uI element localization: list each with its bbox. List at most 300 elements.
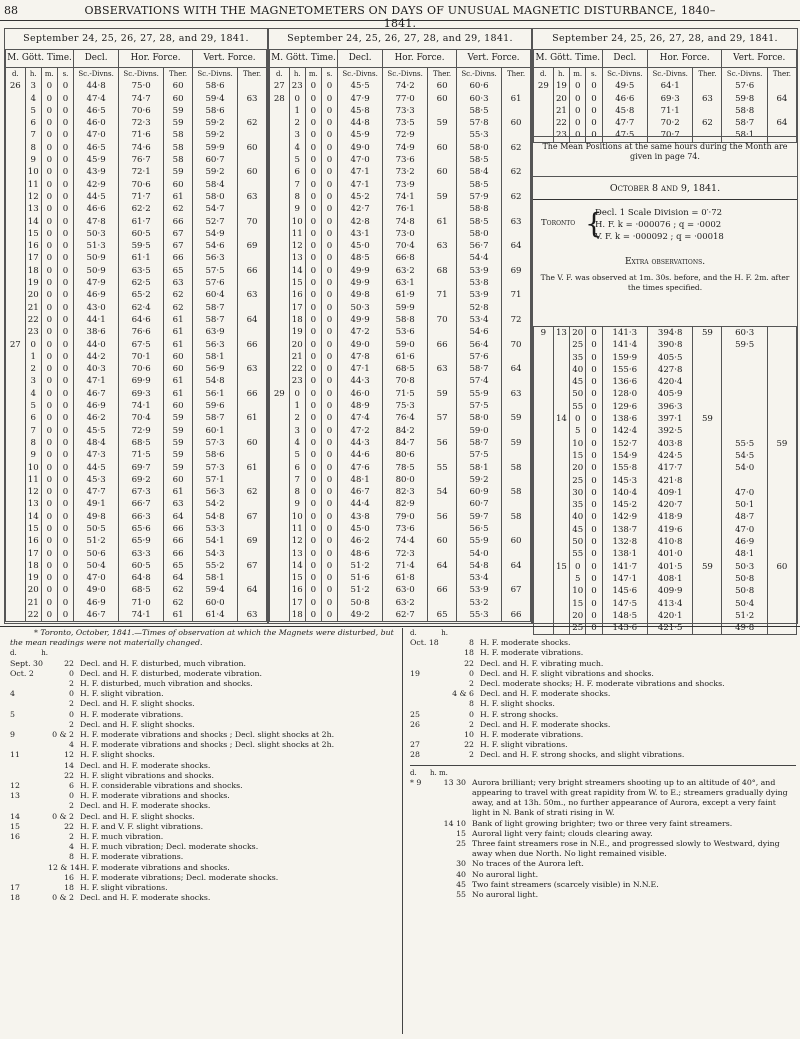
mean-note: The Mean Positions at the same hours during the Month are given in page 74. — [542, 142, 788, 161]
cell-hor-force: 73·5 — [383, 117, 428, 129]
cell-minute: 0 — [305, 486, 321, 498]
tables-area — [4, 28, 796, 634]
cell-vert-force: 50·4 — [722, 598, 767, 610]
cell-minute: 0 — [305, 437, 321, 449]
cell-vert-force: 56·1 — [193, 388, 238, 400]
table-row — [6, 511, 267, 523]
cell-vert-force: 59·2 — [193, 166, 238, 178]
cell-day — [6, 203, 26, 215]
footnote-day — [10, 873, 48, 883]
cell-hour — [553, 339, 569, 351]
cell-hor-ther: 62 — [693, 117, 722, 129]
subheader-row — [6, 68, 267, 81]
table-row — [270, 289, 531, 301]
cell-vert-force: 57·5 — [457, 400, 502, 412]
footnote-day — [10, 740, 48, 750]
cell-hor-force: 67·5 — [119, 339, 164, 351]
cell-hor-ther — [428, 597, 457, 609]
cell-hor-ther: 64 — [164, 511, 193, 523]
cell-minute: 0 — [41, 548, 57, 560]
cell-hour: 4 — [25, 93, 41, 105]
cell-vert-ther — [767, 388, 796, 400]
cell-second: 0 — [321, 425, 337, 437]
table-row — [6, 105, 267, 117]
cell-vert-force — [722, 475, 767, 487]
cell-hor-force: 71·5 — [383, 388, 428, 400]
cell-second: 0 — [586, 610, 602, 622]
cell-second: 0 — [57, 117, 73, 129]
footnote-text: Decl. and H. F. disturbed, moderate vibration. — [80, 668, 263, 678]
table-row — [6, 240, 267, 252]
table-row — [6, 265, 267, 277]
footnote-hour: 0 — [469, 709, 474, 719]
cell-vert-force: 60·3 — [722, 327, 767, 340]
cell-hor-force: 67·3 — [119, 486, 164, 498]
table-row — [6, 437, 267, 449]
cell-decl: 44·0 — [74, 339, 119, 351]
cell-second: 0 — [586, 622, 602, 635]
cell-hor-ther — [693, 425, 722, 437]
cell-day — [6, 105, 26, 117]
cell-day — [270, 129, 290, 141]
cell-vert-ther: 63 — [238, 93, 267, 105]
cell-vert-ther — [502, 129, 531, 141]
col-head-vert: Vert. Force. — [457, 50, 531, 68]
cell-second: 0 — [57, 351, 73, 363]
cell-vert-ther: 62 — [502, 142, 531, 154]
cell-hor-force: 63·0 — [383, 584, 428, 596]
cell-minute: 0 — [41, 240, 57, 252]
cell-minute: 0 — [570, 80, 586, 92]
cell-hor-ther: 59 — [164, 449, 193, 461]
cell-minute: 20 — [570, 610, 586, 622]
cell-vert-force: 58·6 — [193, 449, 238, 461]
cell-second: 0 — [586, 80, 602, 92]
cell-hour — [553, 376, 569, 388]
cell-hour: 7 — [289, 474, 305, 486]
cell-day — [534, 573, 554, 585]
cell-hor-force: 420·1 — [648, 610, 693, 622]
footnote-item — [410, 648, 796, 658]
cell-decl: 46·5 — [74, 105, 119, 117]
footnote-day — [10, 679, 48, 689]
cell-minute: 0 — [305, 375, 321, 387]
cell-vert-ther — [767, 499, 796, 511]
cell-hour: 16 — [289, 584, 305, 596]
cell-hor-force: 69·2 — [119, 474, 164, 486]
scale-line-decl: Decl. 1 Scale Division = 0′·72 — [595, 208, 723, 218]
footnote-hour: 18 — [464, 648, 474, 658]
cell-hor-force: 84·2 — [383, 425, 428, 437]
cell-day — [6, 437, 26, 449]
cell-day: 27 — [270, 80, 290, 92]
cell-hour: 11 — [289, 228, 305, 240]
cell-vert-ther — [238, 425, 267, 437]
cell-second: 0 — [586, 352, 602, 364]
footnote-item — [410, 870, 796, 880]
cell-hor-ther: 63 — [428, 363, 457, 375]
october-box — [533, 176, 797, 327]
col-head-hour-min: h. m. — [430, 768, 448, 777]
cell-day: 29 — [270, 388, 290, 400]
table-row — [270, 240, 531, 252]
cell-hor-ther: 64 — [428, 560, 457, 572]
cell-hor-ther — [428, 129, 457, 141]
cell-decl: 47·0 — [74, 572, 119, 584]
cell-vert-force: 55·3 — [457, 609, 502, 622]
cell-hor-force: 72·9 — [119, 425, 164, 437]
table-row — [270, 142, 531, 154]
subheader-cell: Sc.-Divns. — [119, 68, 164, 81]
footnote-item — [410, 859, 796, 869]
cell-vert-ther: 70 — [238, 216, 267, 228]
footnote-text: Decl. and H. F. moderate shocks. — [480, 719, 611, 729]
cell-second: 0 — [57, 548, 73, 560]
cell-hour: 16 — [25, 535, 41, 547]
cell-vert-ther: 60 — [238, 166, 267, 178]
cell-second: 0 — [57, 277, 73, 289]
cell-vert-ther — [767, 425, 796, 437]
cell-day — [534, 499, 554, 511]
cell-vert-force — [722, 401, 767, 413]
cell-day — [6, 449, 26, 461]
cell-minute: 0 — [41, 511, 57, 523]
cell-minute: 10 — [570, 585, 586, 597]
table-row — [6, 326, 267, 338]
cell-second: 0 — [57, 437, 73, 449]
cell-hor-force: 61·7 — [119, 216, 164, 228]
cell-vert-ther — [238, 548, 267, 560]
cell-second: 0 — [586, 401, 602, 413]
cell-hor-ther — [693, 339, 722, 351]
cell-decl: 46·7 — [338, 486, 383, 498]
cell-day — [270, 351, 290, 363]
cell-hor-force: 71·6 — [119, 129, 164, 141]
cell-second: 0 — [321, 498, 337, 510]
cell-hor-ther: 61 — [164, 388, 193, 400]
cell-minute: 0 — [305, 240, 321, 252]
cell-day — [534, 339, 554, 351]
table-row — [534, 80, 797, 92]
table-row — [534, 413, 797, 425]
cell-day — [270, 117, 290, 129]
cell-vert-ther — [502, 474, 531, 486]
cell-day — [270, 449, 290, 461]
cell-vert-ther: 59 — [767, 438, 796, 450]
cell-vert-force: 57·9 — [457, 191, 502, 203]
cell-vert-force: 59·4 — [193, 93, 238, 105]
cell-hor-ther — [693, 105, 722, 117]
cell-hor-ther: 66 — [164, 252, 193, 264]
cell-hor-force: 84·7 — [383, 437, 428, 449]
cell-vert-ther: 62 — [502, 191, 531, 203]
cell-vert-ther — [767, 105, 796, 117]
cell-hor-force: 63·3 — [119, 548, 164, 560]
cell-second: 0 — [57, 105, 73, 117]
cell-vert-force: 54·5 — [722, 450, 767, 462]
cell-vert-force: 58·7 — [193, 314, 238, 326]
cell-vert-force: 59·4 — [193, 584, 238, 596]
cell-hor-force: 403·8 — [648, 438, 693, 450]
table-2-grid — [269, 49, 531, 622]
cell-decl: 46·9 — [74, 597, 119, 609]
cell-decl: 42·8 — [338, 216, 383, 228]
cell-decl: 45·5 — [74, 425, 119, 437]
cell-hor-ther: 66 — [428, 339, 457, 351]
cell-day — [6, 302, 26, 314]
cell-hor-force: 68·5 — [383, 363, 428, 375]
footnote-item — [10, 852, 398, 862]
cell-minute: 0 — [41, 572, 57, 584]
footnote-text: Decl. and H. F. slight shocks. — [80, 719, 195, 729]
cell-hour: 10 — [289, 511, 305, 523]
cell-hor-force: 63·2 — [383, 265, 428, 277]
table-row — [270, 203, 531, 215]
cell-minute: 0 — [41, 105, 57, 117]
cell-day — [534, 352, 554, 364]
table-row — [6, 474, 267, 486]
footnote-item — [10, 730, 398, 740]
footnote-text: H. F. moderate vibrations; Decl. moderate shocks. — [80, 872, 279, 882]
cell-second: 0 — [57, 535, 73, 547]
cell-minute: 0 — [305, 154, 321, 166]
table-row — [534, 425, 797, 437]
col-head-hour: h. — [41, 649, 48, 658]
cell-hor-force: 72·1 — [119, 166, 164, 178]
table-row — [534, 339, 797, 351]
cell-hor-ther: 61 — [164, 375, 193, 387]
cell-vert-ther — [767, 585, 796, 597]
subheader-cell: m. — [41, 68, 57, 81]
table-row — [534, 487, 797, 499]
cell-vert-force: 57·8 — [457, 117, 502, 129]
table-row — [534, 573, 797, 585]
cell-vert-ther — [238, 597, 267, 609]
cell-vert-ther: 67 — [238, 560, 267, 572]
cell-hour: 5 — [289, 449, 305, 461]
footnote-item — [10, 679, 398, 689]
cell-vert-ther — [767, 511, 796, 523]
cell-minute: 0 — [41, 597, 57, 609]
cell-hour: 5 — [25, 400, 41, 412]
cell-decl: 138·6 — [602, 413, 647, 425]
cell-vert-ther — [238, 302, 267, 314]
cell-day — [6, 400, 26, 412]
cell-decl: 140·4 — [602, 487, 647, 499]
cell-day: 27 — [6, 339, 26, 351]
table-row — [6, 154, 267, 166]
cell-vert-ther — [238, 179, 267, 191]
footnote-hour: 22 — [464, 740, 474, 750]
cell-vert-force: 58·5 — [457, 154, 502, 166]
cell-vert-ther: 61 — [502, 93, 531, 105]
footnote-item — [410, 699, 796, 709]
cell-hor-ther: 63 — [693, 93, 722, 105]
cell-second: 0 — [321, 228, 337, 240]
cell-minute: 40 — [570, 511, 586, 523]
cell-hour: 19 — [25, 277, 41, 289]
subheader-cell: Sc.-Divns. — [457, 68, 502, 81]
cell-day — [270, 363, 290, 375]
table-row — [270, 523, 531, 535]
cell-day — [534, 598, 554, 610]
cell-vert-force: 60·0 — [193, 597, 238, 609]
cell-second: 0 — [321, 535, 337, 547]
cell-decl: 46·9 — [74, 400, 119, 412]
footnote-day: 17 — [10, 883, 20, 893]
cell-hor-ther: 61 — [164, 339, 193, 351]
footnote-item — [10, 791, 398, 801]
subheader-cell: Sc.-Divns. — [602, 68, 647, 81]
cell-second: 0 — [321, 129, 337, 141]
cell-day — [270, 486, 290, 498]
footnote-item — [10, 659, 398, 669]
cell-vert-ther — [767, 462, 796, 474]
cell-day — [6, 560, 26, 572]
table-row — [534, 585, 797, 597]
footnote-item — [10, 801, 398, 811]
cell-vert-ther: 61 — [238, 412, 267, 424]
footnote-day — [410, 890, 432, 900]
cell-hor-ther — [428, 425, 457, 437]
cell-vert-force: 58·4 — [193, 179, 238, 191]
footnote-day — [10, 852, 48, 862]
table-row — [534, 462, 797, 474]
cell-minute: 0 — [41, 498, 57, 510]
footnote-day — [10, 720, 48, 730]
cell-second: 0 — [321, 609, 337, 622]
cell-hor-force: 74·4 — [383, 535, 428, 547]
footnote-item — [10, 761, 398, 771]
cell-minute: 0 — [570, 413, 586, 425]
table-row — [270, 560, 531, 572]
cell-vert-ther — [767, 487, 796, 499]
table-row — [6, 400, 267, 412]
cell-minute: 0 — [41, 437, 57, 449]
cell-vert-force: 52·8 — [457, 302, 502, 314]
cell-vert-force: 58·6 — [193, 105, 238, 117]
footnote-hour: 2 — [69, 801, 74, 811]
footnote-day — [410, 648, 448, 658]
cell-minute: 0 — [41, 289, 57, 301]
cell-hor-ther: 60 — [164, 351, 193, 363]
cell-minute: 0 — [41, 523, 57, 535]
cell-day — [6, 265, 26, 277]
cell-hour: 1 — [289, 105, 305, 117]
cell-hor-ther — [428, 351, 457, 363]
cell-vert-ther — [767, 548, 796, 560]
cell-vert-ther — [238, 252, 267, 264]
cell-hor-ther — [428, 498, 457, 510]
cell-hor-ther — [428, 375, 457, 387]
footnote-hour: 10 — [464, 730, 474, 740]
cell-minute: 0 — [41, 535, 57, 547]
cell-hour: 18 — [289, 314, 305, 326]
table-row — [270, 179, 531, 191]
cell-minute: 0 — [305, 105, 321, 117]
cell-decl: 45·3 — [74, 474, 119, 486]
cell-hor-ther: 66 — [164, 535, 193, 547]
cell-day — [534, 524, 554, 536]
cell-hour: 14 — [553, 413, 569, 425]
cell-second: 0 — [57, 326, 73, 338]
cell-minute: 0 — [305, 80, 321, 92]
table-row — [6, 363, 267, 375]
cell-vert-force: 57·6 — [193, 277, 238, 289]
cell-decl: 44·3 — [338, 437, 383, 449]
col-head-vert: Vert. Force. — [193, 50, 267, 68]
cell-day: 9 — [534, 327, 554, 340]
footnote-hour: 2 — [69, 832, 74, 842]
cell-minute: 0 — [305, 252, 321, 264]
cell-hor-force: 82·3 — [383, 486, 428, 498]
subheader-cell: Ther. — [164, 68, 193, 81]
cell-hor-force: 79·0 — [383, 511, 428, 523]
cell-minute: 25 — [570, 622, 586, 635]
cell-minute: 25 — [570, 339, 586, 351]
cell-vert-ther — [502, 80, 531, 92]
cell-day — [270, 228, 290, 240]
cell-vert-force — [722, 413, 767, 425]
cell-hor-force: 70·6 — [119, 363, 164, 375]
cell-vert-force: 56·3 — [193, 339, 238, 351]
aurora-rule — [410, 765, 796, 766]
cell-hour: 23 — [553, 129, 569, 142]
table-3-bottom-body — [534, 327, 797, 635]
cell-day — [270, 302, 290, 314]
cell-second: 0 — [321, 277, 337, 289]
cell-hor-force: 73·6 — [383, 523, 428, 535]
page-title: OBSERVATIONS WITH THE MAGNETOMETERS ON DAYS OF UNUSUAL MAGNETIC DISTURBANCE, 1840–1841. — [84, 4, 716, 30]
subheader-cell: Ther. — [238, 68, 267, 81]
cell-hor-ther — [428, 252, 457, 264]
footnote-item — [10, 771, 398, 781]
cell-decl: 42·9 — [74, 179, 119, 191]
cell-minute: 50 — [570, 388, 586, 400]
cell-vert-ther — [502, 523, 531, 535]
cell-vert-force: 56·4 — [457, 339, 502, 351]
cell-day — [270, 375, 290, 387]
cell-decl: 47·6 — [338, 462, 383, 474]
footnote-day: 12 — [10, 781, 20, 791]
cell-vert-ther — [502, 572, 531, 584]
cell-hor-force: 73·3 — [383, 105, 428, 117]
cell-hor-ther: 60 — [164, 400, 193, 412]
footnote-hour: 12 — [64, 750, 74, 760]
cell-minute: 0 — [41, 486, 57, 498]
cell-hor-force: 72·3 — [119, 117, 164, 129]
footnote-hour: 0 — [69, 689, 74, 699]
cell-vert-ther — [502, 425, 531, 437]
cell-minute: 0 — [41, 93, 57, 105]
cell-hor-ther — [693, 475, 722, 487]
cell-hor-ther — [428, 179, 457, 191]
cell-decl: 48·6 — [338, 548, 383, 560]
cell-minute: 0 — [305, 339, 321, 351]
table-row — [6, 289, 267, 301]
footnote-text: Decl. moderate shocks; H. F. moderate vibrations and shocks. — [480, 679, 725, 689]
cell-hor-ther — [428, 228, 457, 240]
cell-vert-ther — [767, 475, 796, 487]
cell-day — [6, 142, 26, 154]
cell-hor-force: 71·1 — [647, 105, 692, 117]
cell-hor-force: 63·2 — [383, 597, 428, 609]
footnote-item — [10, 883, 398, 893]
cell-decl: 44·3 — [338, 375, 383, 387]
cell-second: 0 — [321, 548, 337, 560]
cell-day — [270, 560, 290, 572]
cell-hor-force: 75·3 — [383, 400, 428, 412]
